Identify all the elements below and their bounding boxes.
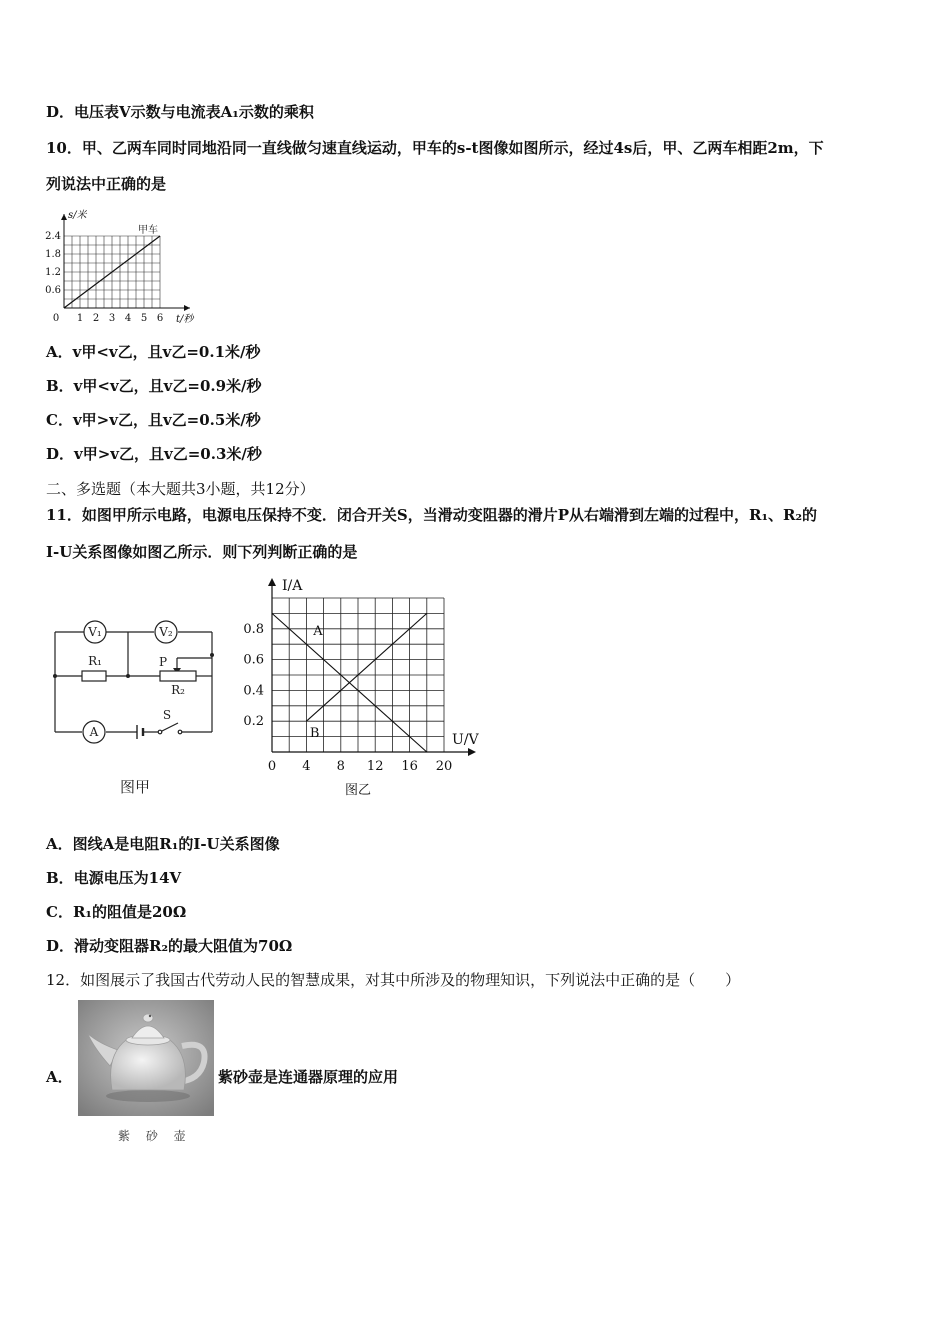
y-axis-label: s/米 — [68, 210, 87, 221]
y-tick-label: 0.2 — [243, 714, 264, 730]
q10-stem-line2: 列说法中正确的是 — [46, 175, 167, 193]
x-tick-label: 4 — [124, 313, 132, 324]
legend-jia: 甲车 — [138, 225, 158, 236]
q10-st-chart — [40, 200, 220, 330]
r2-label: R₂ — [171, 683, 185, 697]
resistor-r1-icon — [82, 671, 106, 681]
y-axis-label: I/A — [282, 578, 303, 594]
x-axis-label: U/V — [452, 732, 479, 748]
q10-option-c: C．v甲>v乙，且v乙=0.5米/秒 — [46, 411, 261, 429]
x-tick-label: 3 — [108, 313, 116, 324]
q11-option-d: D．滑动变阻器R₂的最大阻值为70Ω — [46, 937, 293, 955]
y-tick-label: 0.6 — [243, 652, 264, 668]
ammeter-a-label: A — [89, 725, 99, 739]
q10-option-d: D．v甲>v乙，且v乙=0.3米/秒 — [46, 445, 262, 463]
y-tick-label: 0.4 — [243, 683, 264, 699]
q11-stem-line1: 11．如图甲所示电路，电源电压保持不变．闭合开关S，当滑动变阻器的滑片P从右端滑到左端的过程中，R₁、R₂的 — [46, 506, 818, 524]
x-axis-label: t/秒 — [176, 314, 194, 325]
q12-option-a-text: 紫砂壶是连通器原理的应用 — [218, 1068, 399, 1086]
y-tick-label: 0.6 — [45, 285, 61, 296]
x-tick-label: 1 — [76, 313, 84, 324]
teapot-caption: 紫 砂 壶 — [118, 1129, 192, 1143]
p-label: P — [158, 655, 168, 669]
v1-label: V₁ — [88, 625, 102, 639]
x-tick-label: 2 — [92, 313, 100, 324]
x-tick-label: 12 — [366, 759, 384, 774]
series-label-b: B — [309, 726, 320, 742]
s-label: S — [162, 708, 172, 722]
q11-option-c: C．R₁的阻值是20Ω — [46, 903, 187, 921]
x-tick-label: 4 — [302, 759, 311, 774]
x-axis-arrow — [468, 748, 476, 756]
q10-option-a: A．v甲<v乙，且v乙=0.1米/秒 — [46, 343, 261, 361]
x-tick-label: 20 — [435, 759, 453, 774]
x-tick-label: 6 — [156, 313, 164, 324]
q11-iu-chart — [240, 568, 490, 800]
section2-heading: 二、多选题（本大题共3小题，共12分） — [46, 480, 315, 498]
rheostat-r2-icon — [160, 671, 196, 681]
q11-option-a: A．图线A是电阻R₁的I-U关系图像 — [46, 835, 280, 853]
q11-stem-line2: I-U关系图像如图乙所示．则下列判断正确的是 — [46, 543, 358, 561]
series-line-b — [306, 613, 426, 721]
q10-stem-line1: 10．甲、乙两车同时同地沿同一直线做匀速直线运动，甲车的s-t图像如图所示，经过4s后，甲、乙两车相距2m，下 — [46, 139, 824, 157]
x-tick-label: 8 — [336, 759, 345, 774]
y-tick-label: 1.2 — [45, 267, 61, 278]
origin-label: 0 — [52, 313, 60, 324]
series-label-a: A — [313, 623, 323, 639]
r1-label: R₁ — [88, 654, 102, 668]
q12-option-a-label: A． — [46, 1068, 73, 1086]
q10-option-b: B．v甲<v乙，且v乙=0.9米/秒 — [46, 377, 262, 395]
q12-stem: 12．如图展示了我国古代劳动人民的智慧成果，对其中所涉及的物理知识，下列说法中正确的是（ ） — [46, 971, 741, 989]
y-tick-label: 2.4 — [45, 231, 61, 242]
q11-circuit-diagram — [40, 610, 230, 800]
x-axis-arrow — [184, 305, 190, 311]
y-tick-label: 0.8 — [243, 621, 264, 637]
y-axis-arrow — [61, 214, 67, 220]
q11-option-b: B．电源电压为14V — [46, 869, 182, 887]
q9-option-d: D．电压表V示数与电流表A₁示数的乘积 — [46, 103, 314, 121]
teapot-image — [78, 1000, 214, 1116]
v2-label: V₂ — [159, 625, 173, 639]
circuit-caption: 图甲 — [119, 778, 151, 796]
y-axis-arrow — [268, 578, 276, 586]
x-tick-label: 5 — [140, 313, 148, 324]
x-tick-label: 16 — [401, 759, 418, 774]
iu-chart-caption: 图乙 — [344, 783, 372, 798]
y-tick-label: 1.8 — [45, 249, 61, 260]
x-tick-label: 0 — [267, 759, 277, 774]
